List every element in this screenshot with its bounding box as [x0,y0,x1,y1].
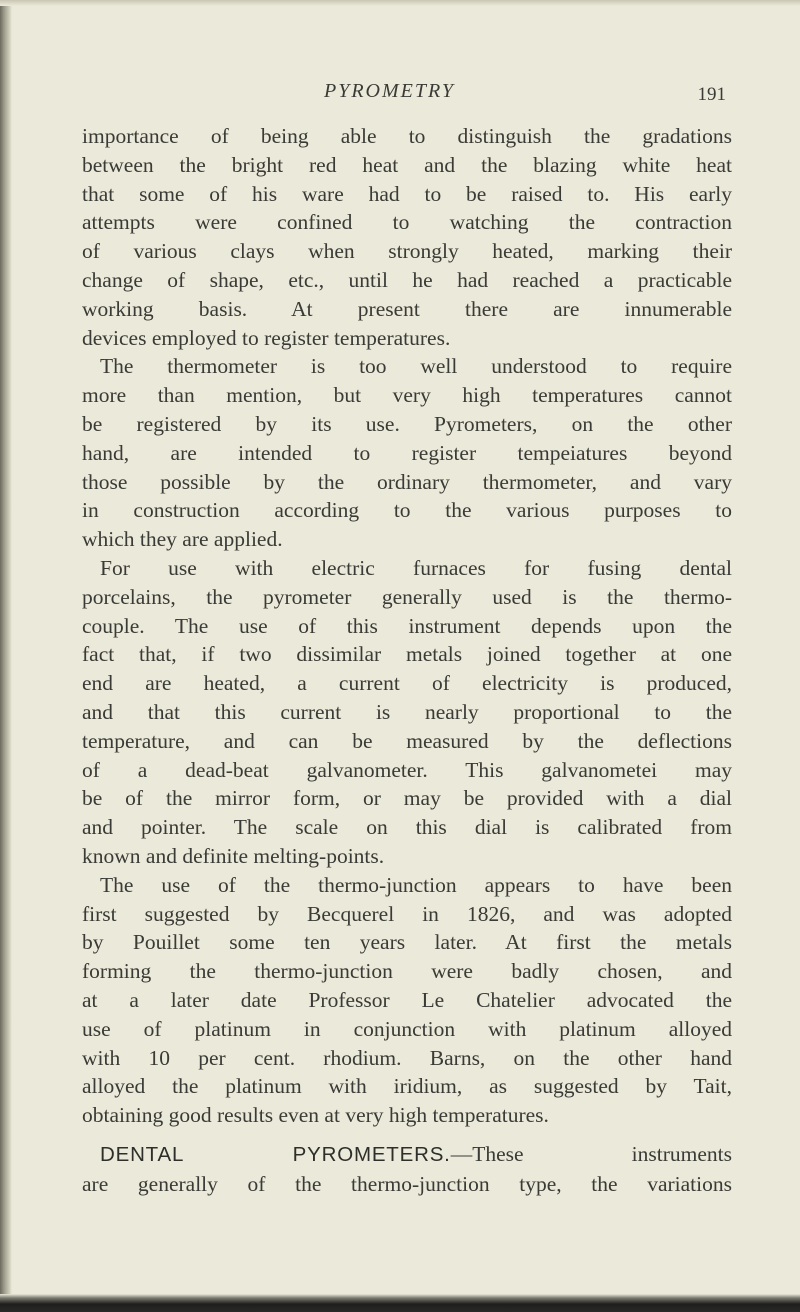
text-line: hand, are intended to register tempeiatures beyond [82,440,732,465]
text-line: porcelains, the pyrometer generally used is the thermo- [82,584,732,609]
text-line: and that this current is nearly proportional to the [82,699,732,724]
text-line: at a later date Professor Le Chatelier advocated the [82,987,732,1012]
text-line: use of platinum in conjunction with platinum alloyed [82,1016,732,1041]
text-line: end are heated, a current of electricity is produced, [82,671,732,696]
text-line: are generally of the thermo-junction type, the variations [82,1171,732,1196]
text-line: that some of his ware had to be raised to. His early [82,181,732,206]
text-line: and pointer. The scale on this dial is calibrated from [82,815,732,840]
text-line: The use of the thermo-junction appears to have been [100,872,732,897]
text-line: be of the mirror form, or may be provided with a dial [82,786,732,811]
running-title: PYROMETRY [324,80,455,102]
page-top-edge [0,0,800,6]
section-heading: DENTAL PYROMETERS. [100,1142,451,1166]
page-number: 191 [697,84,726,105]
text-line: be registered by its use. Pyrometers, on the other [82,411,732,436]
text-line: by Pouillet some ten years later. At first the metals [82,930,732,955]
text-line: change of shape, etc., until he had reached a practicable [82,267,732,292]
section-first-line [82,1140,732,1170]
text-line: devices employed to register temperatures. [82,325,451,350]
paragraph-4 [82,871,732,1130]
text-line: fact that, if two dissimilar metals joined together at one [82,642,732,667]
text-line: more than mention, but very high temperatures cannot [82,383,732,408]
text-line: those possible by the ordinary thermometer, and vary [82,469,732,494]
text-line: with 10 per cent. rhodium. Barns, on the other hand [82,1045,732,1070]
text-line: of various clays when strongly heated, marking their [82,239,732,264]
text-line: alloyed the platinum with iridium, as suggested by Tait, [82,1074,732,1099]
section-paragraph [82,1140,732,1199]
text-line: attempts were confined to watching the contraction [82,210,732,235]
paragraph-1 [82,122,732,352]
text-line: importance of being able to distinguish the gradations [82,124,732,148]
text-line: known and definite melting-points. [82,843,385,868]
text-line: temperature, and can be measured by the deflections [82,728,732,753]
text-line: For use with electric furnaces for fusing dental [100,555,732,580]
body-text [82,122,732,1130]
page-bottom-edge [0,1294,800,1312]
text-line: of a dead-beat galvanometer. This galvanometei may [82,757,732,782]
page-binding-shadow [0,0,12,1312]
text-line: couple. The use of this instrument depends upon the [82,613,732,638]
text-line: obtaining good results even at very high temperatures. [82,1103,549,1128]
book-page [82,76,732,1198]
text-line: which they are applied. [82,527,283,552]
paragraph-2 [82,352,732,554]
section-lead-text: —These instruments [450,1141,732,1166]
running-header [82,76,732,116]
text-line: between the bright red heat and the blazing white heat [82,152,732,177]
text-line: The thermometer is too well understood to require [100,354,732,379]
paragraph-3 [82,554,732,871]
text-line: in construction according to the various purposes to [82,498,732,523]
text-line: forming the thermo-junction were badly chosen, and [82,959,732,984]
text-line: first suggested by Becquerel in 1826, and was adopted [82,901,732,926]
text-line: working basis. At present there are innumerable [82,296,732,321]
